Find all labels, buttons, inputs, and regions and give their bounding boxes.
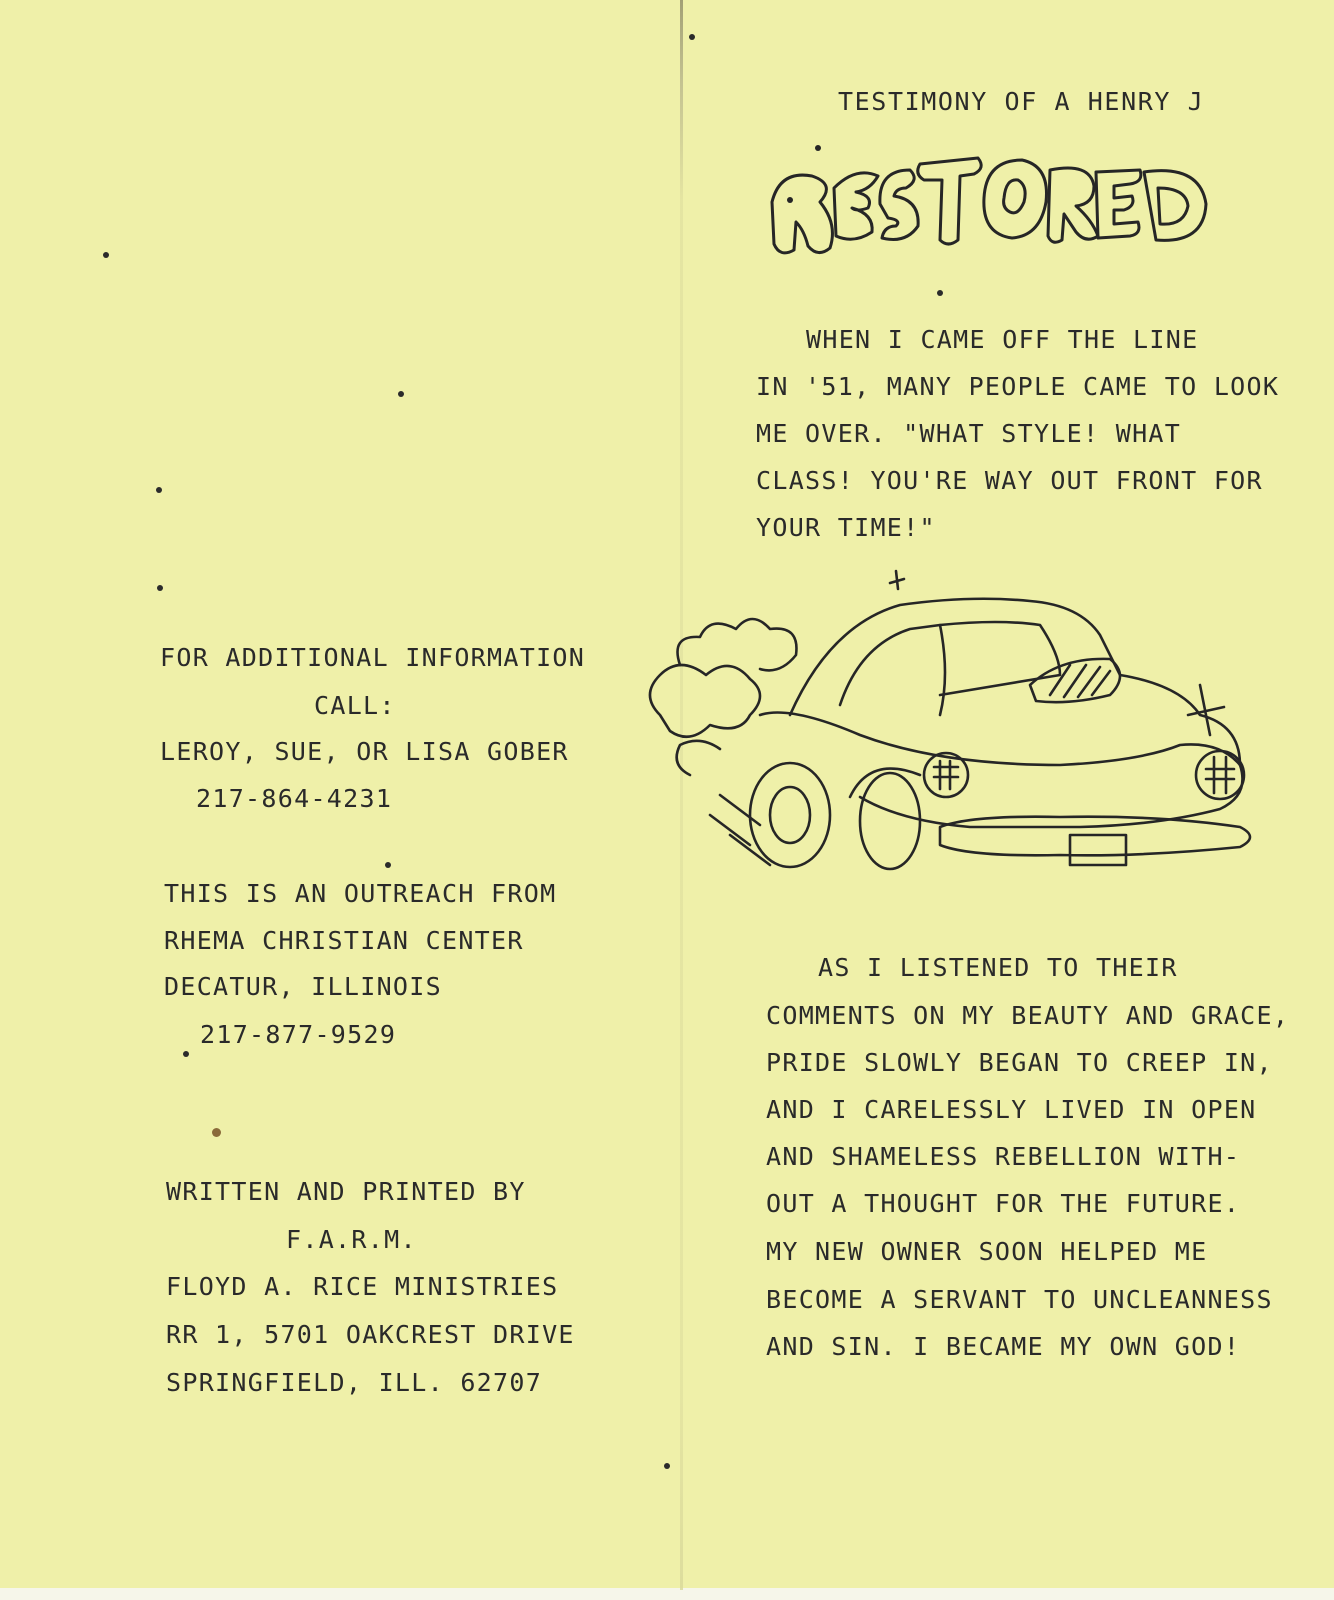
publisher-line: F.A.R.M. (286, 1225, 417, 1254)
publisher-line: SPRINGFIELD, ILL. 62707 (166, 1368, 543, 1397)
car-side-window (940, 622, 1060, 695)
speed-lines (710, 795, 770, 865)
car-windshield (840, 625, 945, 715)
story-line: BECOME A SERVANT TO UNCLEANNESS (766, 1285, 1273, 1314)
car-headlight-grid (1206, 757, 1234, 793)
tract-heading: TESTIMONY OF A HENRY J (838, 87, 1205, 116)
story-line: PRIDE SLOWLY BEGAN TO CREEP IN, (766, 1048, 1273, 1077)
story-line: OUT A THOUGHT FOR THE FUTURE. (766, 1189, 1241, 1218)
title-letter-outline (1158, 188, 1188, 224)
henry-j-car-illustration (640, 565, 1270, 895)
contact-phone: 217-864-4231 (196, 784, 393, 813)
title-letter-outline (984, 160, 1047, 238)
ink-speck (398, 391, 404, 397)
story-line: CLASS! YOU'RE WAY OUT FRONT FOR (756, 466, 1263, 495)
car-rear-wheel (750, 763, 830, 867)
title-letter-outline (1048, 168, 1098, 242)
restored-title-art (760, 140, 1230, 270)
car-rear-hubcap (770, 787, 810, 843)
stain-speck (212, 1128, 221, 1137)
contact-line: CALL: (314, 691, 396, 720)
publisher-line: FLOYD A. RICE MINISTRIES (166, 1272, 559, 1301)
title-dot (815, 145, 821, 151)
car-front-wheel (860, 773, 920, 869)
exhaust-smoke (677, 741, 720, 775)
publisher-line: RR 1, 5701 OAKCREST DRIVE (166, 1320, 575, 1349)
title-letter-outline (834, 173, 878, 239)
car-body (760, 713, 1243, 828)
car-license-plate (1070, 835, 1126, 865)
contact-line: FOR ADDITIONAL INFORMATION (160, 643, 586, 672)
story-line: YOUR TIME!" (756, 513, 936, 542)
scan-border (0, 1588, 1334, 1600)
outreach-line: DECATUR, ILLINOIS (164, 972, 442, 1001)
story-line: IN '51, MANY PEOPLE CAME TO LOOK (756, 372, 1280, 401)
title-dot (787, 197, 793, 203)
story-line: ME OVER. "WHAT STYLE! WHAT (756, 419, 1182, 448)
title-letter-outline (1004, 180, 1026, 213)
story-line: AS I LISTENED TO THEIR (818, 953, 1178, 982)
car-star (1188, 685, 1224, 735)
story-line: AND SIN. I BECAME MY OWN GOD! (766, 1332, 1241, 1361)
exhaust-smoke (678, 619, 797, 670)
ink-speck (937, 290, 943, 296)
story-line: WHEN I CAME OFF THE LINE (806, 325, 1199, 354)
title-letter-outline (1096, 170, 1141, 238)
ink-speck (183, 1051, 189, 1057)
outreach-line: RHEMA CHRISTIAN CENTER (164, 926, 524, 955)
exhaust-smoke (650, 665, 760, 737)
ink-speck (157, 585, 163, 591)
title-letter-outline (1144, 171, 1206, 241)
contact-line: LEROY, SUE, OR LISA GOBER (160, 737, 569, 766)
ink-speck (156, 487, 162, 493)
story-line: COMMENTS ON MY BEAUTY AND GRACE, (766, 1001, 1290, 1030)
story-line: AND SHAMELESS REBELLION WITH- (766, 1142, 1241, 1171)
car-headlight-grid (934, 761, 958, 789)
title-letter-outline (772, 175, 832, 253)
story-line: AND I CARELESSLY LIVED IN OPEN (766, 1095, 1257, 1124)
story-line: MY NEW OWNER SOON HELPED ME (766, 1237, 1208, 1266)
car-headlight (1196, 751, 1244, 799)
publisher-line: WRITTEN AND PRINTED BY (166, 1177, 526, 1206)
outreach-line: THIS IS AN OUTREACH FROM (164, 879, 557, 908)
ink-speck (689, 34, 695, 40)
sparkle-mark (890, 571, 904, 589)
title-letter-outline (880, 170, 918, 240)
outreach-phone: 217-877-9529 (200, 1020, 397, 1049)
ink-speck (385, 862, 391, 868)
ink-speck (103, 252, 109, 258)
title-letter-outline (918, 158, 981, 244)
ink-speck (664, 1463, 670, 1469)
car-headlight (924, 753, 968, 797)
